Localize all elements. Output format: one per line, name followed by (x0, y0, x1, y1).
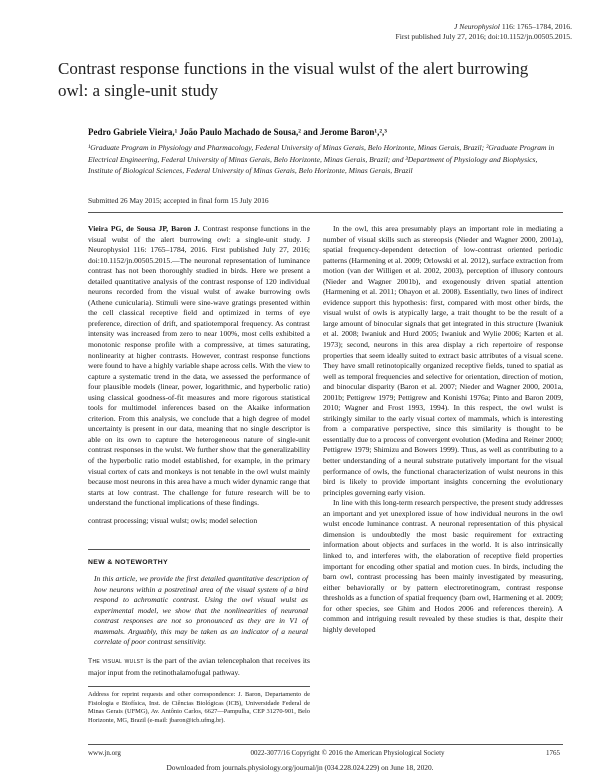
affiliations: ¹Graduate Program in Physiology and Pharmacology, Federal University of Minas Gerais, Belo Horizonte, Minas Gerais, Brazil; ²Graduate Program in Electrical Engineering, Federal University of Minas Gerais, Belo Horizonte, Minas Gerais, Brazil; and ³Department of Physiology and Biophysics, Institute of Biological Sciences, Federal University of Minas Gerais, Belo Horizonte, Minas Gerais, Brazil (88, 143, 555, 176)
published-doi-line: First published July 27, 2016; doi:10.1152/jn.00505.2015. (395, 32, 572, 41)
author-list: Pedro Gabriele Vieira,¹ João Paulo Machado de Sousa,² and Jerome Baron¹,²,³ (88, 127, 387, 137)
journal-name: J Neurophysiol (454, 22, 500, 31)
header-divider (88, 212, 563, 213)
abstract (88, 224, 310, 509)
intro-lead-text: is the part of the avian telencephalon that receives its major input from the retinothalamofugal pathway. (88, 656, 310, 677)
copyright-line: 0022-3077/16 Copyright © 2016 the American Physiological Society (250, 749, 445, 757)
journal-citation-line (396, 22, 573, 32)
new-noteworthy-heading: NEW & NOTEWORTHY (88, 559, 169, 566)
journal-volume-pages: 116: 1765–1784, 2016. (499, 22, 572, 31)
download-notice: Downloaded from journals.physiology.org/journal/jn (034.228.024.229) on June 18, 2020. (166, 763, 434, 772)
correspondence-address: Address for reprint requests and other correspondence: J. Baron, Departamento de Fisiologia e Biofísica, Inst. de Ciências Biológicas (ICB), Universidade Federal de Minas Gerais (UFMG), Av. Antônio Carlos, 6627—Pampulha, CEP 31270-901, Belo Horizonte, MG, Brazil (e-mail: jbaron@icb.ufmg.br). (88, 691, 310, 724)
abstract-citation-authors: Vieira PG, de Sousa JP, Baron J. (88, 224, 200, 233)
submission-dates: Submitted 26 May 2015; accepted in final form 15 July 2016 (88, 196, 269, 205)
journal-url[interactable]: www.jn.org (88, 749, 121, 757)
intro-lead-words: The visual wulst (88, 658, 144, 665)
intro-paragraph-1: In the owl, this area presumably plays an important role in mediating a number of visual skills such as stereopsis (Nieder and Wagner 2000, 2001a), spatial frequency-dependent detection of low-contrast oriented periodic patterns (Harmening et al. 2009; Orlowski et al. 2012), surface extraction from motion (van der Willigen et al. 2002, 2003), perception of illusory contours (Nieder and Wagner 2001b), and exogenously driven spatial attention (Harmening et al. 2011; Ohayon et al. 2008). Essentially, two lines of indirect evidence support this hypothesis: first, compared with most other birds, the visual wulst of owls is atypically large, a trait thought to be the result of a large amount of binocular signals that get integrated in this structure (Iwaniuk et al. 2008; Iwaniuk and Hurd 2005; Iwaniuk and Wylie 2006; Karten et al. 1973); second, neurons in this area display a rich repertoire of response properties that seem ideally suited to extract basic attributes of a visual scene. They have small retinotopically organized receptive fields, tuned to spatial as well as temporal frequencies and selective for orientation, direction of motion, and binocular disparity (Baron et al. 2007; Nieder and Wagner 2000, 2001a, 2001b; Pettigrew 1979; Pettigrew and Konishi 1976a; Pinto and Baron 2009, 2010; Wagner and Frost 1993, 1994). In this respect, the owl wulst is strikingly similar to the early visual cortex of mammals, which is interesting from a comparative perspective, since this similarity is thought to be essentially due to a process of convergent evolution (Medina and Reiner 2000; Pettigrew 1979; Shimizu and Bowers 1999). Thus, as well as contributing to a better understanding of a neural substrate putatively important for the visual performance of owls, the functional characterization of wulst neurons in this bird is likely to provide important insights concerning the evolutionary principles governing early vision. (323, 224, 563, 497)
article-title: Contrast response functions in the visual wulst of the alert burrowing owl: a single-unit study (58, 59, 529, 100)
intro-paragraph-start (88, 656, 310, 678)
page-number: 1765 (546, 749, 560, 757)
new-noteworthy-body: In this article, we provide the first detailed quantitative description of how neurons within a postretinal area of the visual system of a bird respond to achromatic contrast. Using the owl visual wulst as experimental model, we show that the nonlinearities of neuronal contrast responses are not so pronounced as they are in V1 of mammals. Arguably, this may be taken as an indicator of a neural correlate of poor contrast sensitivity. (94, 574, 308, 647)
running-header (396, 22, 573, 42)
keywords-divider (88, 549, 310, 550)
footnote-divider (88, 686, 310, 687)
footer-divider (88, 744, 563, 745)
intro-right-column (323, 224, 563, 635)
keywords: contrast processing; visual wulst; owls; model selection (88, 516, 258, 525)
intro-paragraph-2: In line with this long-term research perspective, the present study addresses an important and yet unexplored issue of how individual neurons in the owl wulst encode luminance contrast. A neuronal representation of this physical dimension is undoubtedly the most basic requirement for extracting information about objects and surfaces in the world. It is also intrinsically linked to, and interferes with, the elaboration of receptive field properties important for encoding other spatial and motion cues. In birds, including the barn owl, contrast processing has been mainly investigated by measuring, either behaviorally or by pattern electroretinogram, contrast response thresholds as a function of spatial frequency (barn owl, Harmening et al. 2009; for other species, see Ghim and Hodos 2006 and references therein). A common and intriguing result revealed by these studies is that, despite their highly developed (323, 498, 563, 634)
abstract-text: Contrast response functions in the visual wulst of the alert burrowing owl: a single-unit study. J Neurophysiol 116: 1765–1784, 2016. First published July 27, 2016; doi:10.1152/jn.00505.2015.—The neuronal representation of luminance contrast has not been thoroughly studied in birds. Here we present a detailed quantitative analysis of the contrast response of 120 individual neurons recorded from the visual wulst of awake burrowing owls (Athene cunicularia). Stimuli were sine-wave gratings presented within the cell classical receptive field and optimized in terms of eye preference, direction of drift, and spatiotemporal frequency. As contrast intensity was increased from zero to near 100%, most cells exhibited a monotonic response profile with a compressive, at times saturating, nonlinearity at higher contrasts. However, contrast response functions were found to have a highly variable shape across cells. With the view to capture a systematic trend in the data, we assessed the performance of four plausible models (linear, power, logarithmic, and hyperbolic ratio) using classical goodness-of-fit measures and more rigorous statistical tools for multimodel inferences based on the Akaike information criterion. From this analysis, we conclude that a high degree of model uncertainty is present in our data, meaning that no single descriptor is able on its own to capture the heterogeneous nature of single-unit contrast responses in the wulst. We further show that the generalizability of the hyperbolic ratio model established, for example, in the primary visual cortex of cats and monkeys is not tenable in the owl wulst mainly because most neurons in this area have a much wider dynamic range that starts at low contrast. The challenge for future research will be to understand the functional implications of these findings. (88, 224, 310, 508)
